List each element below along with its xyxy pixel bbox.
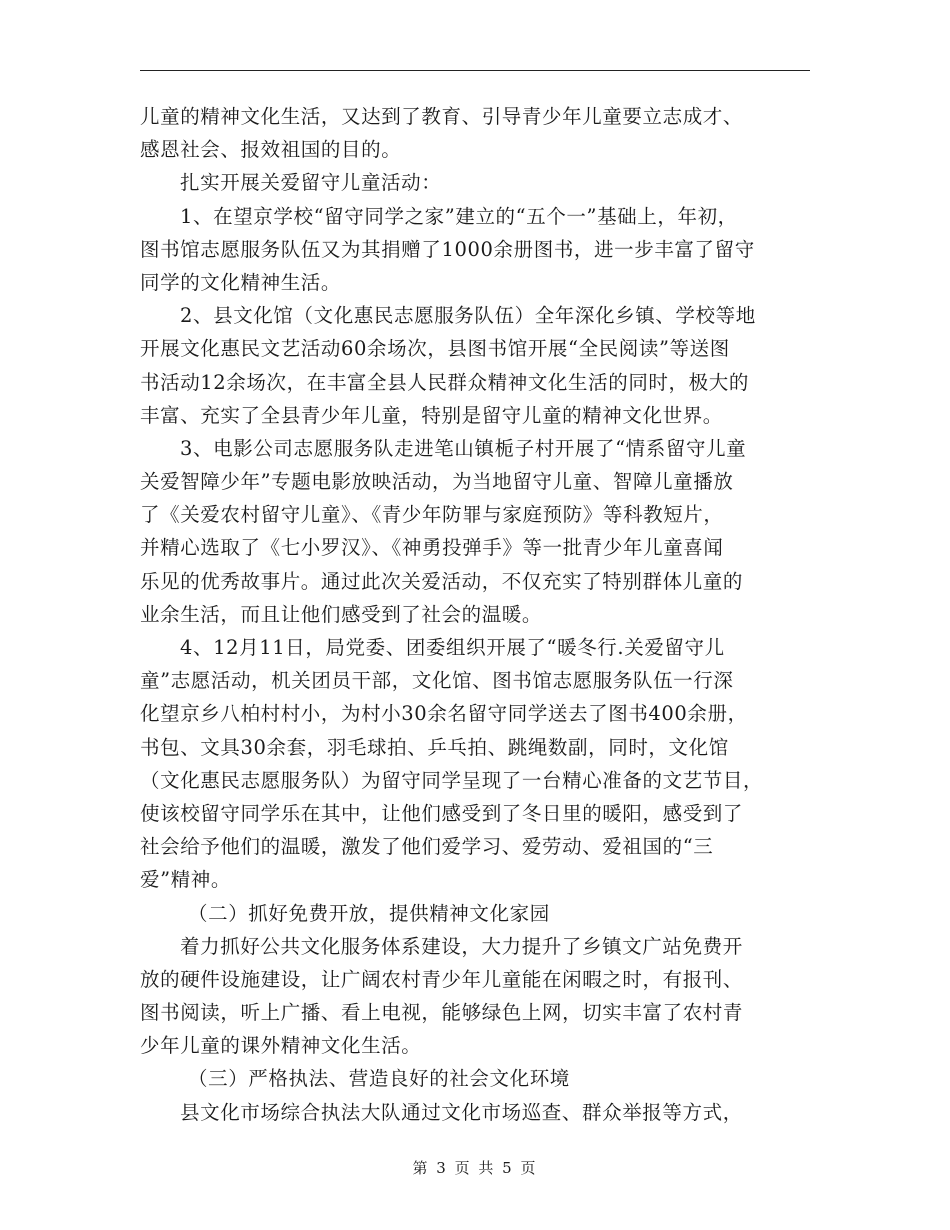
body-line: 儿童的精神文化生活，又达到了教育、引导青少年儿童要立志成才、 — [140, 105, 744, 128]
body-line: 童”志愿活动，机关团员干部，文化馆、图书馆志愿服务队伍一行深 — [140, 669, 734, 693]
header-rule — [140, 70, 810, 71]
body-line: 业余生活，而且让他们感受到了社会的温暖。 — [140, 602, 543, 626]
body-line: 使该校留守同学乐在其中，让他们感受到了冬日里的暖阳，感受到了 — [140, 801, 744, 825]
document-body — [140, 100, 810, 1129]
body-line: 关爱智障少年”专题电影放映活动，为当地留守儿童、智障儿童播放 — [140, 470, 734, 494]
section-heading: （二）抓好免费开放，提供精神文化家园 — [188, 901, 550, 925]
page-number: 第 3 页 共 5 页 — [412, 1159, 538, 1177]
body-line: 并精心选取了《七小罗汉》、《神勇投弹手》等一批青少年儿童喜闻 — [140, 536, 724, 560]
body-line: 乐见的优秀故事片。通过此次关爱活动，不仅充实了特别群体儿童的 — [140, 569, 744, 593]
body-line: 开展文化惠民文艺活动60余场次，县图书馆开展“全民阅读”等送图 — [140, 337, 730, 361]
body-line: 感恩社会、报效祖国的目的。 — [140, 138, 402, 162]
body-line: 书活动12余场次，在丰富全县人民群众精神文化生活的同时，极大的 — [140, 370, 749, 394]
paragraph-start: 县文化市场综合执法大队通过文化市场巡查、群众举报等方式， — [180, 1100, 743, 1124]
body-line: 同学的文化精神生活。 — [140, 270, 342, 294]
body-line: 化望京乡八柏村村小，为村小30余名留守同学送去了图书400余册， — [140, 702, 748, 726]
section-heading: （三）严格执法、营造良好的社会文化环境 — [188, 1067, 570, 1091]
body-line: 图书馆志愿服务队伍又为其捐赠了1000余册图书，进一步丰富了留守 — [140, 237, 755, 261]
body-line: 图书阅读，听上广播、看上电视，能够绿色上网，切实丰富了农村青 — [140, 1001, 744, 1025]
list-item-4-start: 4、12月11日，局党委、团委组织开展了“暖冬行.关爱留守儿 — [180, 636, 725, 659]
list-item-2-start: 2、县文化馆（文化惠民志愿服务队伍）全年深化乡镇、学校等地 — [180, 304, 756, 328]
list-item-3-start: 3、电影公司志愿服务队走进笔山镇栀子村开展了“情系留守儿童 — [180, 436, 747, 460]
body-line: 少年儿童的课外精神文化生活。 — [140, 1034, 422, 1058]
body-line: 社会给予他们的温暖，激发了他们爱学习、爱劳动、爱祖国的“三 — [140, 835, 714, 859]
body-line: 书包、文具30余套，羽毛球拍、乒乓拍、跳绳数副，同时，文化馆 — [140, 735, 729, 759]
list-item-1-start: 1、在望京学校“留守同学之家”建立的“五个一”基础上，年初， — [180, 204, 738, 228]
body-line: 了《关爱农村留守儿童》、《青少年防罪与家庭预防》等科教短片， — [140, 503, 724, 527]
body-line: 丰富、充实了全县青少年儿童，特别是留守儿童的精神文化世界。 — [140, 403, 723, 427]
body-line: （文化惠民志愿服务队）为留守同学呈现了一台精心准备的文艺节目， — [140, 768, 764, 792]
paragraph-start: 着力抓好公共文化服务体系建设，大力提升了乡镇文广站免费开 — [180, 934, 743, 958]
body-line: 爱”精神。 — [140, 868, 231, 892]
body-line: 放的硬件设施建设，让广阔农村青少年儿童能在闲暇之时，有报刊、 — [140, 967, 744, 991]
paragraph-heading: 扎实开展关爱留守儿童活动： — [180, 171, 442, 195]
